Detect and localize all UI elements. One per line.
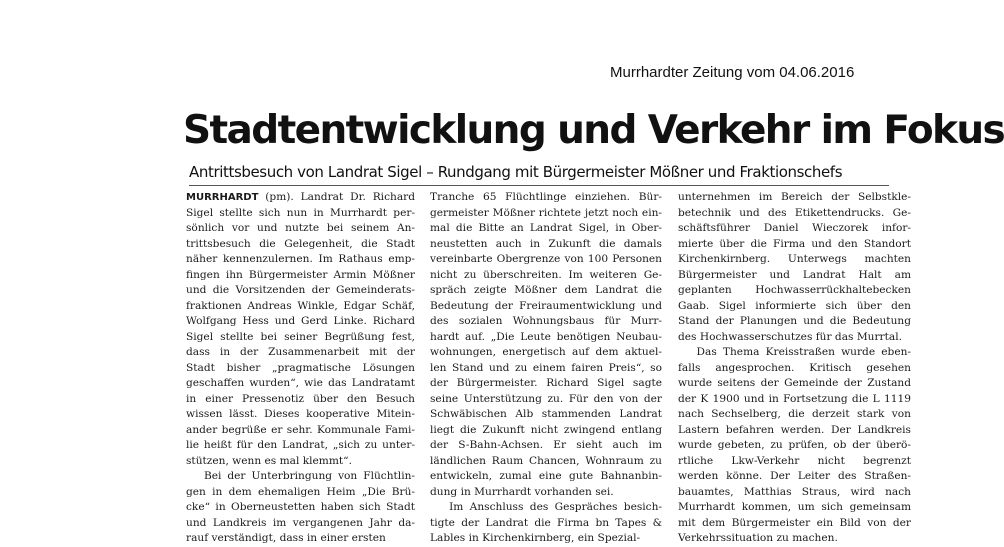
article-line: werden könne. Der Leiter des Straßen- — [678, 470, 911, 482]
article-line: rtliche Lkw-Verkehr nicht begrenzt — [678, 454, 911, 467]
article-line: in einer Pressenotiz über den Besuch — [186, 392, 415, 405]
article-line: entwickeln, zumal eine gute Bahnanbin- — [430, 470, 662, 482]
article-line: Sigel stellte sich nun in Murrhardt per- — [186, 206, 415, 219]
article-line: mit dem Bürgermeister ein Bild von der — [678, 516, 911, 529]
article-line: rauf verständigt, dass in einer ersten — [186, 532, 386, 544]
article-line: bauamtes, Matthias Straus, wird nach — [678, 485, 911, 498]
article-line: unternehmen im Bereich der Selbstkle- — [678, 191, 911, 203]
article-line: Lastern befahren werden. Der Landkreis — [678, 423, 911, 436]
article-line: schäftsführer Daniel Wieczorek infor- — [678, 222, 911, 234]
article-line: wurde gebeten, zu prüfen, ob der überö- — [678, 439, 911, 451]
article-line: betechnik und des Etikettendrucks. Ge- — [678, 206, 911, 219]
article-line: geschaffen wurden“, wie das Landratamt — [186, 377, 415, 389]
article-line: Kirchenkirnberg. Unterwegs machten — [678, 253, 911, 265]
article-line: hardt auf. „Die Leute benötigen Neubau- — [430, 330, 662, 343]
article-line: liegt die Zukunft nicht zwingend entlang — [430, 423, 662, 436]
article-line: geplanten Hochwasserrückhaltebecken — [678, 284, 911, 296]
article-column-3 — [678, 190, 911, 547]
article-line: näher kennenzulernen. Im Rathaus emp- — [186, 253, 415, 265]
article-line: Bürgermeister und Landrat Halt am — [678, 268, 911, 281]
article-line: Lables in Kirchenkirnberg, ein Spezial- — [430, 532, 641, 544]
article-line-text: (pm). Landrat Dr. Richard — [258, 191, 415, 203]
article-line: vereinbarte Obergrenze von 100 Personen — [430, 253, 662, 265]
article-line: Bei der Unterbringung von Flüchtlin- — [186, 470, 415, 482]
article-line: Gaab. Sigel informierte sich über den — [678, 299, 911, 312]
article-line: der K 1900 und in Fortsetzung die L 1119 — [678, 392, 911, 405]
article-line: stützen, wenn es mal klemmt“. — [186, 454, 352, 467]
article-line: des sozialen Wohnungsbaus für Murr- — [430, 315, 662, 327]
article-line: neustetten auch in Zukunft die damals — [430, 237, 662, 250]
article-line: tigte der Landrat die Firma bn Tapes & — [430, 516, 662, 529]
article-line: Sigel stellte bei seiner Begrüßung fest, — [186, 330, 415, 343]
article-line: dung in Murrhardt vorhanden sei. — [430, 485, 614, 498]
article-line: spräch zeigte Mößner dem Landrat die — [430, 284, 662, 296]
article-line: Schwäbischen Alb stammenden Landrat — [430, 408, 662, 420]
article-line: und die Vorsitzenden der Gemeinderats- — [186, 284, 415, 296]
dateline: MURRHARDT — [186, 192, 259, 203]
article-line: fingen ihn Bürgermeister Armin Mößner — [186, 268, 415, 281]
article-line: nicht zu überschreiten. Im weiteren Ge- — [430, 268, 662, 281]
article-line: wissen lässt. Dieses kooperative Mitein- — [186, 408, 415, 420]
article-headline: Stadtentwicklung und Verkehr im Fokus — [183, 108, 1004, 153]
article-line: nach Sechselberg, die derzeit stark von — [678, 408, 911, 420]
newspaper-source-label: Murrhardter Zeitung vom 04.06.2016 — [610, 64, 855, 81]
article-line: Wolfgang Hess und Gerd Linke. Richard — [186, 315, 415, 327]
article-line: falls angesprochen. Kritisch gesehen — [678, 361, 911, 374]
article-line: germeister Mößner richtete jetzt noch ein- — [430, 206, 662, 219]
article-line: Stand der Planungen und die Bedeutung — [678, 315, 911, 327]
article-line: gen in dem ehemaligen Heim „Die Brü- — [186, 485, 415, 498]
article-line: und Landkreis im vergangenen Jahr da- — [186, 516, 415, 529]
article-line: sönlich vor und nutzte bei seinem An- — [186, 222, 415, 234]
article-line: Tranche 65 Flüchtlinge einziehen. Bür- — [430, 191, 662, 203]
article-subheadline: Antrittsbesuch von Landrat Sigel – Rundgang mit Bürgermeister Mößner und Fraktionschefs — [189, 163, 843, 181]
article-line: mierte über die Firma und den Standort — [678, 237, 911, 250]
article-line: Stadt bisher „pragmatische Lösungen — [186, 361, 415, 374]
article-column-2 — [430, 190, 662, 547]
article-line: Im Anschluss des Gespräches besich- — [430, 501, 662, 513]
article-line: der Bürgermeister. Richard Sigel sagte — [430, 377, 662, 389]
article-line: fraktionen Andreas Winkle, Edgar Schäf, — [186, 299, 415, 312]
article-column-1 — [186, 190, 415, 547]
article-line: dass in der Zusammenarbeit mit der — [186, 346, 415, 358]
article-line: cke“ in Oberneustetten haben sich Stadt — [186, 501, 415, 513]
article-line: len Stand und zu einem fairen Preis“, so — [430, 361, 662, 374]
article-line: Das Thema Kreisstraßen wurde eben- — [678, 346, 911, 358]
article-line: trittsbesuch die Gelegenheit, die Stadt — [186, 237, 415, 250]
article-line: lie heißt für den Landrat, „sich zu unter- — [186, 439, 415, 451]
article-line: wurde seitens der Gemeinde der Zustand — [678, 377, 911, 389]
article-line: Bedeutung der Freiraumentwicklung und — [430, 299, 662, 312]
article-line: ander begrüße er sehr. Kommunale Fami- — [186, 423, 415, 436]
article-line: ländlichen Raum Chancen, Wohnraum zu — [430, 454, 662, 467]
article-line: seine Unterstützung zu. Für den von der — [430, 392, 662, 405]
article-line: wohnungen, energetisch auf dem aktuel- — [430, 346, 662, 358]
article-line: mal die Bitte an Landrat Sigel, in Ober- — [430, 222, 662, 234]
article-line: Murrhardt kommen, um sich gemeinsam — [678, 501, 911, 513]
article-line — [186, 190, 415, 206]
article-line: Verkehrssituation zu machen. — [678, 532, 838, 544]
article-line: des Hochwasserschutzes für das Murrtal. — [678, 330, 902, 343]
headline-divider — [189, 185, 889, 186]
article-line: der S-Bahn-Achsen. Er sieht auch im — [430, 439, 662, 451]
